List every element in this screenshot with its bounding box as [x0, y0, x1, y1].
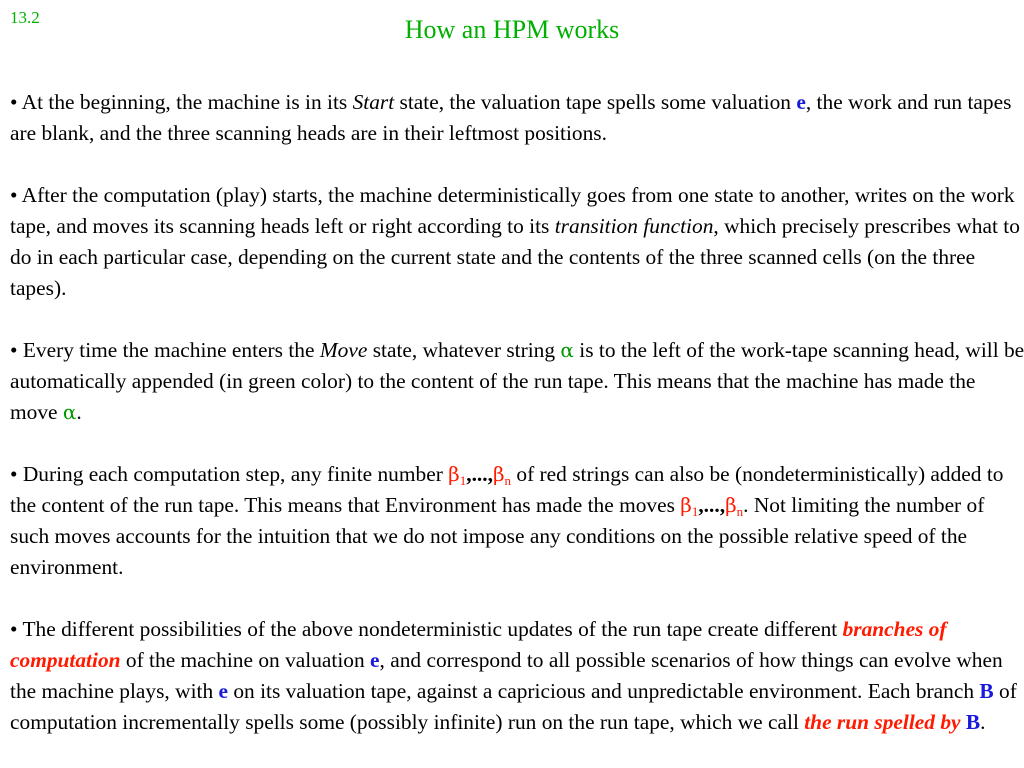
- valuation-e: e: [218, 679, 229, 703]
- subscript-1: 1: [691, 504, 699, 519]
- text: .: [980, 710, 986, 734]
- run-spelled-term: the run spelled by: [804, 710, 966, 734]
- beta-symbol: β: [725, 493, 737, 517]
- subscript-1: 1: [459, 473, 467, 488]
- valuation-e: e: [796, 90, 806, 114]
- slide-title: How an HPM works: [404, 15, 620, 44]
- slide-number: 13.2: [10, 8, 40, 27]
- bullet: •: [10, 90, 18, 114]
- subscript-n: n: [504, 473, 512, 488]
- text: .: [76, 400, 82, 424]
- bullet: •: [10, 338, 18, 362]
- text: state, the valuation tape spells some valuation: [394, 90, 797, 114]
- beta-symbol: β: [492, 462, 505, 486]
- bullet: •: [10, 183, 18, 207]
- text: of the machine on valuation: [120, 648, 371, 672]
- slide-body: [10, 87, 1024, 738]
- paragraph-move-state: [10, 335, 1024, 428]
- branches-term: branches of computation: [10, 617, 947, 672]
- ellipsis: ,...,: [698, 493, 726, 517]
- bullet: •: [10, 617, 18, 641]
- branch-B: B: [979, 679, 994, 703]
- text: on its valuation tape, against a capricious and unpredictable environment. Each branch: [228, 679, 980, 703]
- text: At the beginning, the machine is in its: [17, 90, 353, 114]
- paragraph-transition: [10, 180, 1024, 304]
- alpha-symbol: α: [560, 338, 574, 362]
- text: of red strings can also be (nondeterministically) added to the content of the run tape. This means that Environment has made the moves: [10, 462, 1004, 517]
- text: After the computation (play) starts, the machine deterministically goes from one state to another, writes on the work tape, and moves its scanning heads left or right according to its: [10, 183, 1015, 238]
- branch-B: B: [965, 710, 981, 734]
- text: Every time the machine enters the: [17, 338, 320, 362]
- text: is to the left of the work-tape scanning head, will be automatically appended (in green color) to the content of the run tape. This means that the machine has made the move: [10, 338, 1024, 424]
- move-term: Move: [319, 338, 368, 362]
- valuation-e: e: [370, 648, 380, 672]
- text: The different possibilities of the above nondeterministic updates of the run tape create different: [17, 617, 843, 641]
- beta-symbol: β: [680, 493, 692, 517]
- beta-symbol: β: [448, 462, 460, 486]
- text: , and correspond to all possible scenarios of how things can evolve when the machine plays, with: [10, 648, 1003, 703]
- ellipsis: ,...,: [466, 462, 493, 486]
- text: . Not limiting the number of such moves accounts for the intuition that we do not impose any conditions on the possible relative speed of the environment.: [10, 493, 985, 579]
- alpha-symbol: α: [62, 400, 77, 424]
- start-term: Start: [352, 90, 395, 114]
- text: , which precisely prescribes what to do in each particular case, depending on the current state and the contents of the three scanned cells (on the three tapes).: [10, 214, 1020, 300]
- subscript-n: n: [736, 504, 744, 519]
- paragraph-environment-moves: [10, 459, 1024, 583]
- text: state, whatever string: [367, 338, 561, 362]
- bullet: •: [10, 462, 18, 486]
- paragraph-start-state: [10, 87, 1024, 149]
- text: , the work and run tapes are blank, and the three scanning heads are in their leftmost positions.: [10, 90, 1012, 145]
- transition-function-term: transition function: [554, 214, 714, 238]
- text: of computation incrementally spells some (possibly infinite) run on the run tape, which we call: [10, 679, 1017, 734]
- paragraph-branches: [10, 614, 1024, 738]
- text: During each computation step, any finite number: [17, 462, 449, 486]
